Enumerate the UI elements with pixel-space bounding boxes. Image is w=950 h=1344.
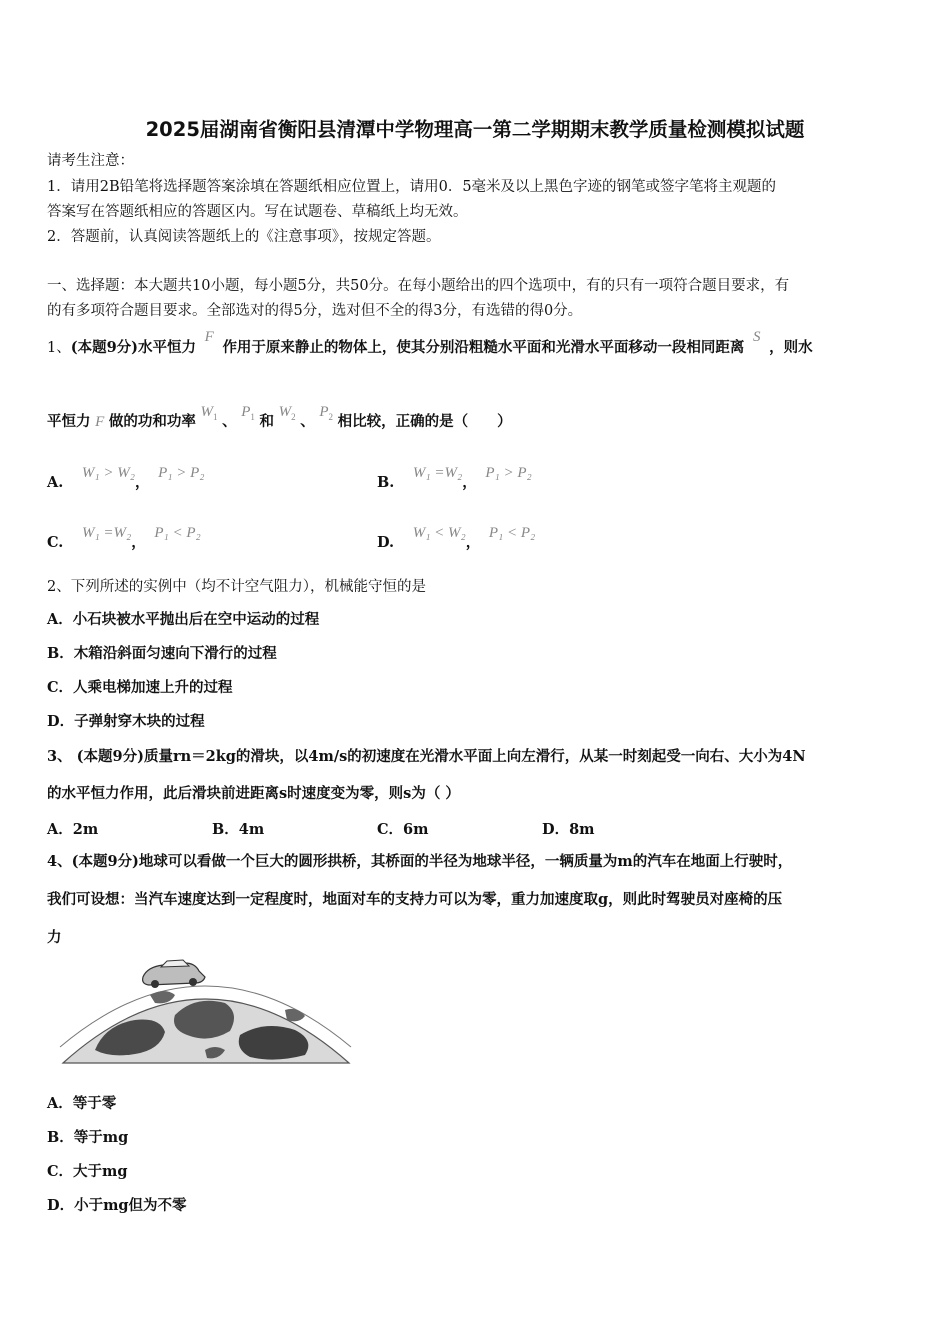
q1-W2-symbol: $W_2$ (278, 404, 296, 422)
car-icon (143, 960, 205, 988)
q4-option-c[interactable]: C．大于mg (47, 1163, 128, 1180)
q1-P1-symbol: $P_1$ (241, 404, 255, 422)
notice-heading: 请考生注意： (47, 153, 134, 169)
q2-stem: 2、下列所述的实例中（均不计空气阻力），机械能守恒的是 (47, 579, 426, 595)
q1-W1-symbol: $W_1$ (200, 404, 218, 422)
q2-option-b[interactable]: B．木箱沿斜面匀速向下滑行的过程 (47, 645, 277, 662)
q1-F-symbol-2: F (95, 414, 105, 430)
notice-line-1: 1．请用2B铅笔将选择题答案涂填在答题纸相应位置上，请用0．5毫米及以上黑色字迹的钢笔或签字笔将主观题的 (47, 179, 777, 195)
q4-option-d[interactable]: D．小于mg但为不零 (47, 1197, 187, 1214)
q1-line-2: 平恒力 F 做的功和功率 $W_1$ 、 $P_1$ 和 $W_2$ 、 $P_2$ 相比较，正确的是（ ） (47, 404, 512, 430)
q3-option-a[interactable]: A．2m (47, 821, 99, 838)
q4-option-b[interactable]: B．等于mg (47, 1129, 129, 1146)
q2-option-c[interactable]: C．人乘电梯加速上升的过程 (47, 679, 233, 696)
q1-S-symbol: S (753, 329, 761, 345)
q1-option-a[interactable]: A. W₁ > W₂， P₁ > P₂ (47, 465, 205, 491)
q2-option-a[interactable]: A．小石块被水平抛出后在空中运动的过程 (47, 611, 320, 628)
q1-option-c[interactable]: C. W₁ =W₂， P₁ < P₂ (47, 525, 201, 551)
q1-tag: (本题9分) (70, 339, 139, 356)
q4-line-1: 4、(本题9分)地球可以看做一个巨大的圆形拱桥，其桥面的半径为地球半径，一辆质量为m的汽车在地面上行驶时， (47, 853, 793, 870)
q3-line-2: 的水平恒力作用，此后滑块前进距离s时速度变为零，则s为（ ） (47, 785, 460, 802)
q4-line-2: 我们可设想：当汽车速度达到一定程度时，地面对车的支持力可以为零，重力加速度取g，则此时驾驶员对座椅的压 (47, 891, 783, 908)
q2-option-d[interactable]: D．子弹射穿木块的过程 (47, 713, 205, 730)
q1-option-b[interactable]: B. W₁ =W₂， P₁ > P₂ (377, 465, 532, 491)
q4-option-a[interactable]: A．等于零 (47, 1095, 117, 1112)
earth-car-illustration (55, 955, 355, 1067)
section-line-2: 的有多项符合题目要求。全部选对的得5分，选对但不全的得3分，有选错的得0分。 (47, 303, 583, 319)
q3-line-1: 3、 (本题9分)质量rn＝2kg的滑块，以4m/s的初速度在光滑水平面上向左滑行，从某一时刻起受一向右、大小为4N (47, 748, 806, 765)
page-title: 2025届湖南省衡阳县清潭中学物理高一第二学期期末教学质量检测模拟试题 (145, 118, 805, 141)
q3-option-d[interactable]: D．8m (542, 821, 595, 838)
section-line-1: 一、选择题：本大题共10小题，每小题5分，共50分。在每小题给出的四个选项中，有的只有一项符合题目要求，有 (47, 278, 790, 294)
q1-F-symbol: F (204, 329, 214, 345)
q1-option-d[interactable]: D. W₁ < W₂， P₁ < P₂ (377, 525, 536, 551)
q3-option-b[interactable]: B．4m (212, 821, 265, 838)
notice-line-3: 2．答题前，认真阅读答题纸上的《注意事项》，按规定答题。 (47, 229, 441, 245)
q1-P2-symbol: $P_2$ (319, 404, 333, 422)
q4-line-3: 力 (47, 929, 62, 946)
q1-line-1: 1、(本题9分)水平恒力 F 作用于原来静止的物体上，使其分别沿粗糙水平面和光滑水平面移动一段相同距离 S ，则水 (47, 329, 813, 356)
q3-option-c[interactable]: C．6m (377, 821, 429, 838)
notice-line-2: 答案写在答题纸相应的答题区内。写在试题卷、草稿纸上均无效。 (47, 204, 468, 220)
